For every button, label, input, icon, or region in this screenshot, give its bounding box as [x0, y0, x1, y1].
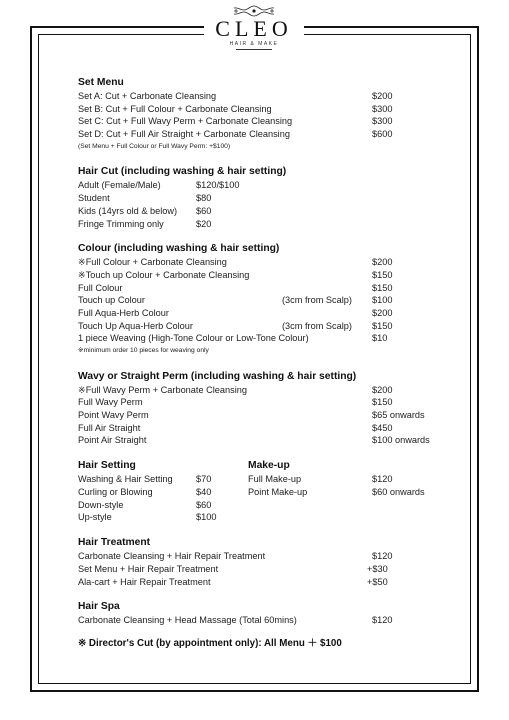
list-item — [78, 576, 438, 589]
list-item — [78, 103, 438, 116]
item-price: $450 — [372, 422, 393, 433]
brand-logo — [204, 0, 304, 72]
item-price: $120/$100 — [196, 180, 240, 191]
hair-treatment-title: Hair Treatment — [78, 537, 151, 549]
brand-name: CLEO — [215, 16, 293, 41]
list-item — [78, 473, 238, 486]
item-name: Carbonate Cleansing + Hair Repair Treatment — [78, 551, 266, 562]
list-item — [78, 307, 438, 320]
item-name: Up-style — [78, 512, 112, 523]
list-item — [78, 332, 438, 345]
price-list — [78, 76, 438, 651]
list-item — [248, 473, 438, 486]
item-name: Full Air Straight — [78, 422, 141, 433]
hair-spa-title: Hair Spa — [78, 601, 120, 613]
brand-tagline: HAIR & MAKE — [229, 41, 279, 47]
item-price: $100 — [372, 295, 393, 306]
list-item — [78, 409, 438, 422]
colour-footnote — [78, 345, 438, 358]
item-price: $65 onwards — [372, 410, 425, 421]
item-price: $60 onwards — [372, 486, 425, 497]
item-price: $100 onwards — [372, 435, 430, 446]
list-item — [78, 179, 438, 192]
item-price: $120 — [372, 474, 393, 485]
item-price: $150 — [372, 269, 393, 280]
list-item — [78, 205, 438, 218]
list-item — [78, 320, 438, 333]
list-item — [248, 486, 438, 499]
item-note: (3cm from Scalp) — [282, 320, 352, 331]
item-name: Set Menu + Hair Repair Treatment — [78, 563, 219, 574]
list-item — [78, 128, 438, 141]
list-item — [78, 294, 438, 307]
item-price: $60 — [196, 499, 212, 510]
note-text: ※minimum order 10 pieces for weaving only — [78, 347, 209, 354]
item-name: Point Air Straight — [78, 435, 147, 446]
hair-setting-column — [78, 459, 238, 524]
makeup-column — [248, 459, 438, 498]
list-item — [78, 192, 438, 205]
item-name: Curling or Blowing — [78, 486, 153, 497]
item-name: Full Wavy Perm — [78, 397, 143, 408]
item-name: Down-style — [78, 499, 124, 510]
item-name: ※Full Colour + Carbonate Cleansing — [78, 257, 227, 268]
director-note: ※ Director's Cut (by appointment only): All Menu ＋ $100 — [78, 637, 342, 649]
item-name: Set B: Cut + Full Colour + Carbonate Cleansing — [78, 103, 272, 114]
hair-setting-title: Hair Setting — [78, 460, 136, 472]
setting-makeup-block — [78, 459, 438, 530]
note-text: (Set Menu + Full Colour or Full Wavy Perm: +$100) — [78, 142, 231, 150]
item-name: Set C: Cut + Full Wavy Perm + Carbonate Cleansing — [78, 116, 293, 127]
item-name: Full Colour — [78, 282, 123, 293]
list-item — [78, 282, 438, 295]
item-price: +$30 — [367, 563, 388, 574]
item-price: $200 — [372, 257, 393, 268]
item-name: Touch Up Aqua-Herb Colour — [78, 320, 193, 331]
item-name: Full Make-up — [248, 474, 302, 485]
makeup-title: Make-up — [248, 460, 290, 472]
item-price: $200 — [372, 307, 393, 318]
set-menu-note — [78, 141, 438, 154]
item-price: $600 — [372, 129, 393, 140]
list-item — [78, 499, 238, 512]
item-name: Student — [78, 193, 110, 204]
item-price: $200 — [372, 384, 393, 395]
item-name: Carbonate Cleansing + Head Massage (Total 60mins) — [78, 615, 297, 626]
perm-title: Wavy or Straight Perm (including washing & hair setting) — [78, 370, 357, 382]
list-item — [78, 434, 438, 447]
item-name: Touch up Colour — [78, 295, 145, 306]
item-price: $10 — [372, 333, 388, 344]
item-name: Adult (Female/Male) — [78, 180, 161, 191]
item-name: Washing & Hair Setting — [78, 474, 173, 485]
item-name: Point Wavy Perm — [78, 410, 149, 421]
list-item — [78, 269, 438, 282]
list-item — [78, 422, 438, 435]
list-item — [78, 256, 438, 269]
item-name: Set A: Cut + Carbonate Cleansing — [78, 91, 217, 101]
hair-cut-title: Hair Cut (including washing & hair setting) — [78, 166, 287, 178]
list-item — [78, 550, 438, 563]
item-name: Point Make-up — [248, 486, 308, 497]
set-menu-title: Set Menu — [78, 77, 124, 88]
list-item — [78, 90, 438, 103]
item-price: $120 — [372, 615, 393, 626]
list-item — [78, 218, 438, 231]
list-item — [78, 614, 438, 627]
list-item — [78, 384, 438, 397]
item-price: $150 — [372, 282, 393, 293]
item-price: $100 — [196, 512, 217, 523]
item-price: $80 — [196, 193, 212, 204]
item-name: Kids (14yrs old & below) — [78, 205, 178, 216]
item-price: $40 — [196, 486, 212, 497]
item-price: $20 — [196, 218, 212, 229]
item-price: $70 — [196, 474, 212, 485]
item-price: +$50 — [367, 576, 388, 587]
item-name: ※Full Wavy Perm + Carbonate Cleansing — [78, 384, 247, 395]
list-item — [78, 115, 438, 128]
item-price: $200 — [372, 91, 393, 101]
item-name: ※Touch up Colour + Carbonate Cleansing — [78, 269, 250, 280]
item-price: $60 — [196, 205, 212, 216]
list-item — [78, 486, 238, 499]
item-price: $120 — [372, 551, 393, 562]
item-name: 1 piece Weaving (High-Tone Colour or Low-Tone Colour) — [78, 333, 309, 344]
list-item — [78, 511, 238, 524]
item-price: $150 — [372, 320, 393, 331]
item-price: $150 — [372, 397, 393, 408]
list-item — [78, 563, 438, 576]
item-price: $300 — [372, 103, 393, 114]
item-name: Fringe Trimming only — [78, 218, 164, 229]
brand-underline — [236, 49, 272, 50]
list-item — [78, 396, 438, 409]
item-name: Ala-cart + Hair Repair Treatment — [78, 576, 211, 587]
item-name: Full Aqua-Herb Colour — [78, 307, 169, 318]
colour-title: Colour (including washing & hair setting) — [78, 243, 280, 255]
item-name: Set D: Cut + Full Air Straight + Carbonate Cleansing — [78, 129, 290, 140]
item-note: (3cm from Scalp) — [282, 295, 352, 306]
item-price: $300 — [372, 116, 393, 127]
